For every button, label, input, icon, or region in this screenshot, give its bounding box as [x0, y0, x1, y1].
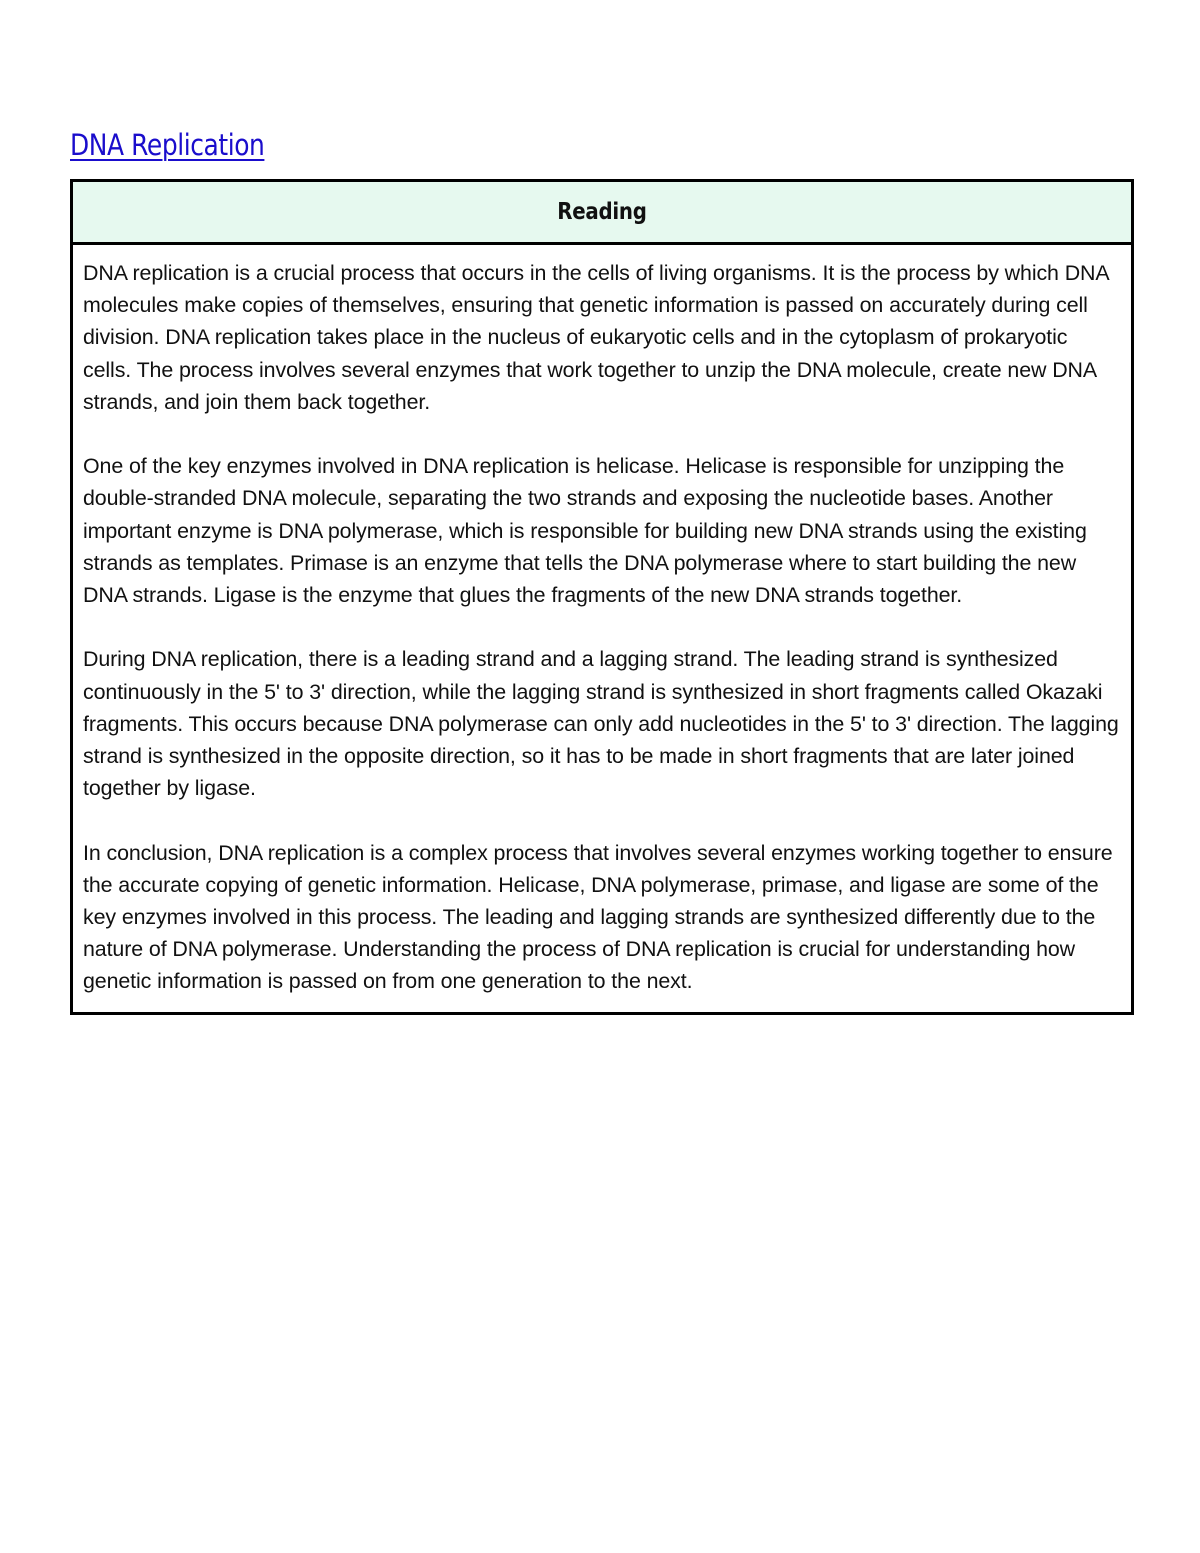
- paragraph-3: During DNA replication, there is a leading strand and a lagging strand. The leading strand is synthesized continuously in the 5' to 3' direction, while the lagging strand is synthesized in short fragments called Okazaki fragments. This occurs because DNA polymerase can only add nucleotides in the 5' to 3' direction. The lagging strand is synthesized in the opposite direction, so it has to be made in short fragments that are later joined together by ligase.: [83, 647, 1119, 801]
- paragraph-4: In conclusion, DNA replication is a complex process that involves several enzymes working together to ensure the accurate copying of genetic information. Helicase, DNA polymerase, primase, and ligase are some of the key enzymes involved in this process. The leading and lagging strands are synthesized differently due to the nature of DNA polymerase. Understanding the process of DNA replication is crucial for understanding how genetic information is passed on from one generation to the next.: [83, 840, 1113, 994]
- reading-table: [70, 179, 1134, 1015]
- reading-header-label: Reading: [557, 199, 647, 225]
- reading-body: [72, 244, 1133, 1014]
- reading-table-header-row: [72, 181, 1133, 244]
- reading-table-body-row: [72, 244, 1133, 1014]
- paragraph-1: DNA replication is a crucial process that occurs in the cells of living organisms. It is the process by which DNA molecules make copies of themselves, ensuring that genetic information is passed on accurately during cell division. DNA replication takes place in the nucleus of eukaryotic cells and in the cytoplasm of prokaryotic cells. The process involves several enzymes that work together to unzip the DNA molecule, create new DNA strands, and join them back together.: [83, 261, 1109, 414]
- document-title-link[interactable]: DNA Replication: [70, 128, 265, 162]
- reading-table-header: [72, 181, 1133, 244]
- paragraph-2: One of the key enzymes involved in DNA replication is helicase. Helicase is responsible for unzipping the double-stranded DNA molecule, separating the two strands and exposing the nucleotide bases. Another important enzyme is DNA polymerase, which is responsible for building new DNA strands using the existing strands as templates. Primase is an enzyme that tells the DNA polymerase where to start building the new DNA strands. Ligase is the enzyme that glues the fragments of the new DNA strands together.: [83, 454, 1087, 608]
